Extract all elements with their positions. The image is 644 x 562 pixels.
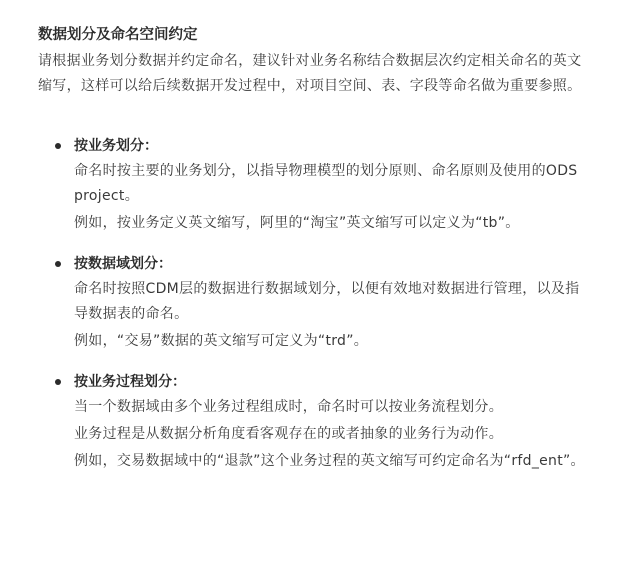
- list-item-by-business-process: [38, 371, 606, 474]
- document-heading: 数据划分及命名空间约定: [38, 27, 198, 43]
- section-paragraph: 命名时按主要的业务划分，以指导物理模型的划分原则、命名原则及使用的ODS project。: [74, 163, 578, 204]
- bullet-icon: [55, 261, 61, 267]
- section-title: 按数据域划分：: [74, 256, 172, 272]
- list-item-by-business: [38, 135, 606, 236]
- section-paragraph: 命名时按照CDM层的数据进行数据域划分，以便有效地对数据进行管理，以及指导数据表的命名。: [74, 281, 580, 322]
- section-example: 例如，交易数据域中的“退款”这个业务过程的英文缩写可约定命名为“rfd_ent”。: [74, 453, 585, 469]
- section-list: [38, 135, 606, 474]
- bullet-icon: [55, 143, 61, 149]
- intro-paragraph: 请根据业务划分数据并约定命名，建议针对业务名称结合数据层次约定相关命名的英文缩写，这样可以给后续数据开发过程中，对项目空间、表、字段等命名做为重要参照。: [38, 53, 582, 94]
- section-paragraph: 业务过程是从数据分析角度看客观存在的或者抽象的业务行为动作。: [74, 426, 503, 442]
- section-title: 按业务过程划分：: [74, 374, 186, 390]
- list-item-by-data-domain: [38, 253, 606, 354]
- section-title: 按业务划分：: [74, 138, 158, 154]
- section-example: 例如，按业务定义英文缩写，阿里的“淘宝”英文缩写可以定义为“tb”。: [74, 215, 520, 231]
- bullet-icon: [55, 379, 61, 385]
- section-paragraph: 当一个数据域由多个业务过程组成时，命名时可以按业务流程划分。: [74, 399, 503, 415]
- section-example: 例如，“交易”数据的英文缩写可定义为“trd”。: [74, 333, 369, 349]
